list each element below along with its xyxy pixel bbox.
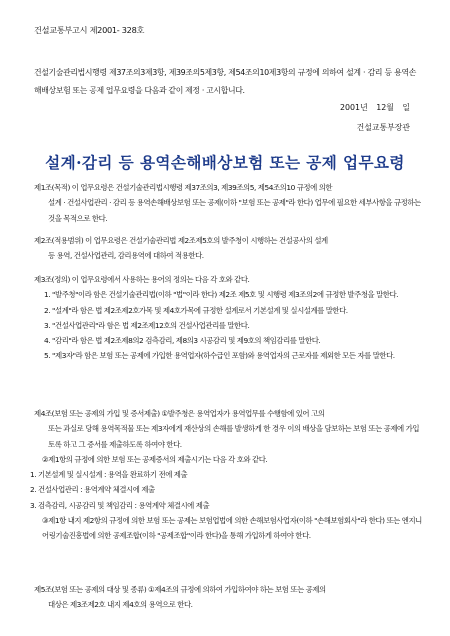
list-item: 2. 건설사업관리 : 용역계약 체결시에 제출 (30, 485, 155, 495)
list-item: 5. "제3자"라 함은 보험 또는 공제에 가입한 용역업자(하수급인 포함)와 용역업자의 근로자를 제외한 모든 자를 말한다. (44, 351, 395, 361)
article-4-para-3: ③제1항 내지 제2항의 규정에 의한 보험 또는 공제는 보험업법에 의한 손해보험사업자(이하 "손해보험회사"라 한다) 또는 엔지니어링기술진흥법에 의한 공제조합(이하 "공제조합"이라 한다)을 통해 가입하게 하여야 한다. (42, 516, 422, 541)
intro-paragraph: 건설기술관리법시행령 제37조의3제3항, 제39조의5제3항, 제54조의10제3항의 규정에 의하여 설계 · 감리 등 용역손해배상보험 또는 공제 업무요령을 다음과 같이 제정 · 고시합니다. (34, 68, 416, 95)
article-1-lead: 제1조(목적) 이 업무요령은 건설기술관리법시행령 제37조의3, 제39조의5, 제54조의10 규정에 의한 (34, 183, 333, 192)
article-5 (34, 582, 422, 613)
article-5-lead: 제5조(보험 또는 공제의 대상 및 종류) ①제4조의 규정에 의하여 가입하여야 하는 보험 또는 공제의 (34, 585, 326, 594)
issue-date: 2001년 12월 일 (339, 103, 410, 112)
article-2-lead: 제2조(적용범위) 이 업무요령은 건설기술관리법 제2조제5호의 발주청이 시행하는 건설공사의 설계 (34, 236, 328, 245)
list-item: 3. "건설사업관리"라 함은 법 제2조제12호의 건설사업관리를 말한다. (44, 320, 250, 330)
article-3-lead: 제3조(정의) 이 업무요령에서 사용하는 용어의 정의는 다음 각 호와 같다. (34, 275, 250, 284)
doc-number: 건설교통부고시 제2001- 328호 (34, 25, 145, 35)
article-4-list (30, 467, 422, 513)
issuing-org: 건설교통부장관 (356, 123, 410, 132)
article-4-cont: 또는 과실로 당해 용역목적물 또는 제3자에게 재산상의 손해를 발생하게 한 경우 이의 배상을 담보하는 보험 또는 공제에 가입토록 하고 그 증서를 제출하도록 하여야 한다. (48, 424, 420, 449)
article-4 (30, 406, 422, 544)
article-5-cont: 대상은 제3조제2호 내지 제4호의 용역으로 한다. (48, 600, 193, 610)
article-3 (34, 272, 422, 364)
list-item: 1. "발주청"이라 함은 건설기술관리법(이하 "법"이라 한다) 제2조 제5호 및 시행령 제3조의2에 규정한 발주청을 말한다. (44, 290, 399, 300)
article-4-lead: 제4조(보험 또는 공제의 가입 및 증서제출) ①발주청은 용역업자가 용역업무를 수행함에 있어 고의 (34, 409, 325, 418)
list-item: 4. "감리"라 함은 법 제2조제8의2 검측감리, 제8의3 시공감리 및 제9호의 책임감리를 말한다. (44, 336, 321, 346)
document-title: 설계·감리 등 용역손해배상보험 또는 공제 업무요령 (45, 153, 405, 172)
article-4-para-2: ②제1항의 규정에 의한 보험 또는 공제증서의 제출시기는 다음 각 호와 같다. (42, 454, 268, 464)
list-item: 3. 검측감리, 시공감리 및 책임감리 : 용역계약 체결시에 제출 (30, 500, 210, 510)
article-2 (34, 233, 422, 264)
article-1 (34, 180, 422, 226)
article-1-cont: 설계 · 건설사업관리 · 감리 등 용역손해배상보험 또는 공제(이하 "보험 또는 공제"라 한다) 업무에 필요한 세부사항을 규정하는 것을 목적으로 한다. (48, 198, 421, 223)
article-3-list (34, 287, 422, 363)
list-item: 1. 기본설계 및 실시설계 : 용역을 완료하기 전에 제출 (30, 470, 188, 480)
article-2-cont: 등 용역, 건설사업관리, 감리용역에 대하여 적용한다. (48, 251, 204, 261)
list-item: 2. "설계"라 함은 법 제2조제2호가목 및 제4호가목에 규정한 설계로서 기본설계 및 실시설계를 말한다. (44, 305, 348, 315)
